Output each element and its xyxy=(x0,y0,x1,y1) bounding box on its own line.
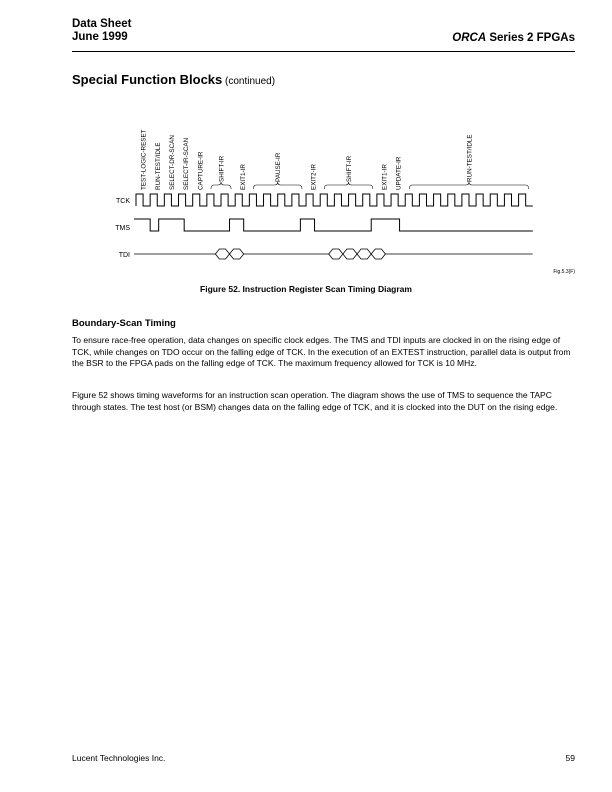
state-label: CAPTURE-IR xyxy=(197,151,205,190)
state-label: RUN-TEST/IDLE xyxy=(466,134,474,182)
page-number: 59 xyxy=(565,753,575,763)
paragraph-1: To ensure race-free operation, data changes on specific clock edges. The TMS and TDI inputs are clocked in on the rising edge of TCK, while changes on TDO occur on the falling edge of TCK. In the execution of an EXTEST instruction, parallel data is output from the BSR to the FPGA pads on the falling edge of TCK. The maximum frequency allowed for TCK is 10 MHz. xyxy=(72,335,571,368)
paragraph-2: Figure 52 shows timing waveforms for an instruction scan operation. The diagram shows the use of TMS to sequence the TAPC through states. The test host (or BSM) changes data on the falling edge of TCK, and it is clocked into the DUT on the rising edge. xyxy=(72,390,558,412)
tdi-data-eye xyxy=(215,249,229,259)
timing-diagram xyxy=(0,100,612,280)
figure-caption: Figure 52. Instruction Register Scan Timing Diagram xyxy=(200,284,412,294)
state-braces xyxy=(211,182,529,189)
state-label: SHIFT-IR xyxy=(218,155,226,182)
state-brace xyxy=(324,182,373,189)
product-title xyxy=(452,32,575,44)
tdi-data-eye xyxy=(343,249,357,259)
subheading: Boundary-Scan Timing xyxy=(72,318,176,329)
state-label: RUN-TEST/IDLE xyxy=(154,142,162,190)
state-brace xyxy=(211,182,231,189)
footer-company: Lucent Technologies Inc. xyxy=(72,753,166,763)
tdi-data-eye xyxy=(357,249,371,259)
state-label: EXIT1-IR xyxy=(239,164,247,190)
header-rule xyxy=(72,51,575,52)
tdi-waveform xyxy=(134,249,533,259)
state-label: TEST-LOGIC-RESET xyxy=(140,129,148,190)
state-labels xyxy=(141,129,474,190)
signal-label-tck: TCK xyxy=(116,198,130,205)
section-title xyxy=(72,72,275,87)
state-label: SHIFT-IR xyxy=(346,155,354,182)
tdi-data-eye xyxy=(230,249,244,259)
tdi-data-eye xyxy=(329,249,343,259)
state-label: SELECT-IR-SCAN xyxy=(183,137,191,190)
signal-label-tms: TMS xyxy=(115,225,130,232)
figure-code: Fig.5.3(F) xyxy=(553,269,575,275)
state-label: PAUSE-IR xyxy=(275,152,283,182)
state-brace xyxy=(409,182,528,189)
state-brace xyxy=(253,182,302,189)
brand-name: ORCA xyxy=(452,32,487,44)
tms-waveform xyxy=(134,219,533,231)
state-label: SELECT-DR-SCAN xyxy=(168,135,176,190)
state-label: EXIT2-IR xyxy=(310,164,318,190)
doc-date: June 1999 xyxy=(72,31,128,43)
signal-label-tdi: TDI xyxy=(118,252,130,259)
series-name: Series 2 FPGAs xyxy=(486,32,575,44)
state-label: EXIT1-IR xyxy=(381,164,389,190)
section-title-text: Special Function Blocks xyxy=(72,72,223,87)
section-continued: (continued) xyxy=(222,76,276,87)
document-header xyxy=(72,18,131,44)
doc-type: Data Sheet xyxy=(72,18,132,30)
tck-waveform xyxy=(136,194,533,206)
state-label: UPDATE-IR xyxy=(395,156,403,190)
tdi-data-eye xyxy=(371,249,385,259)
